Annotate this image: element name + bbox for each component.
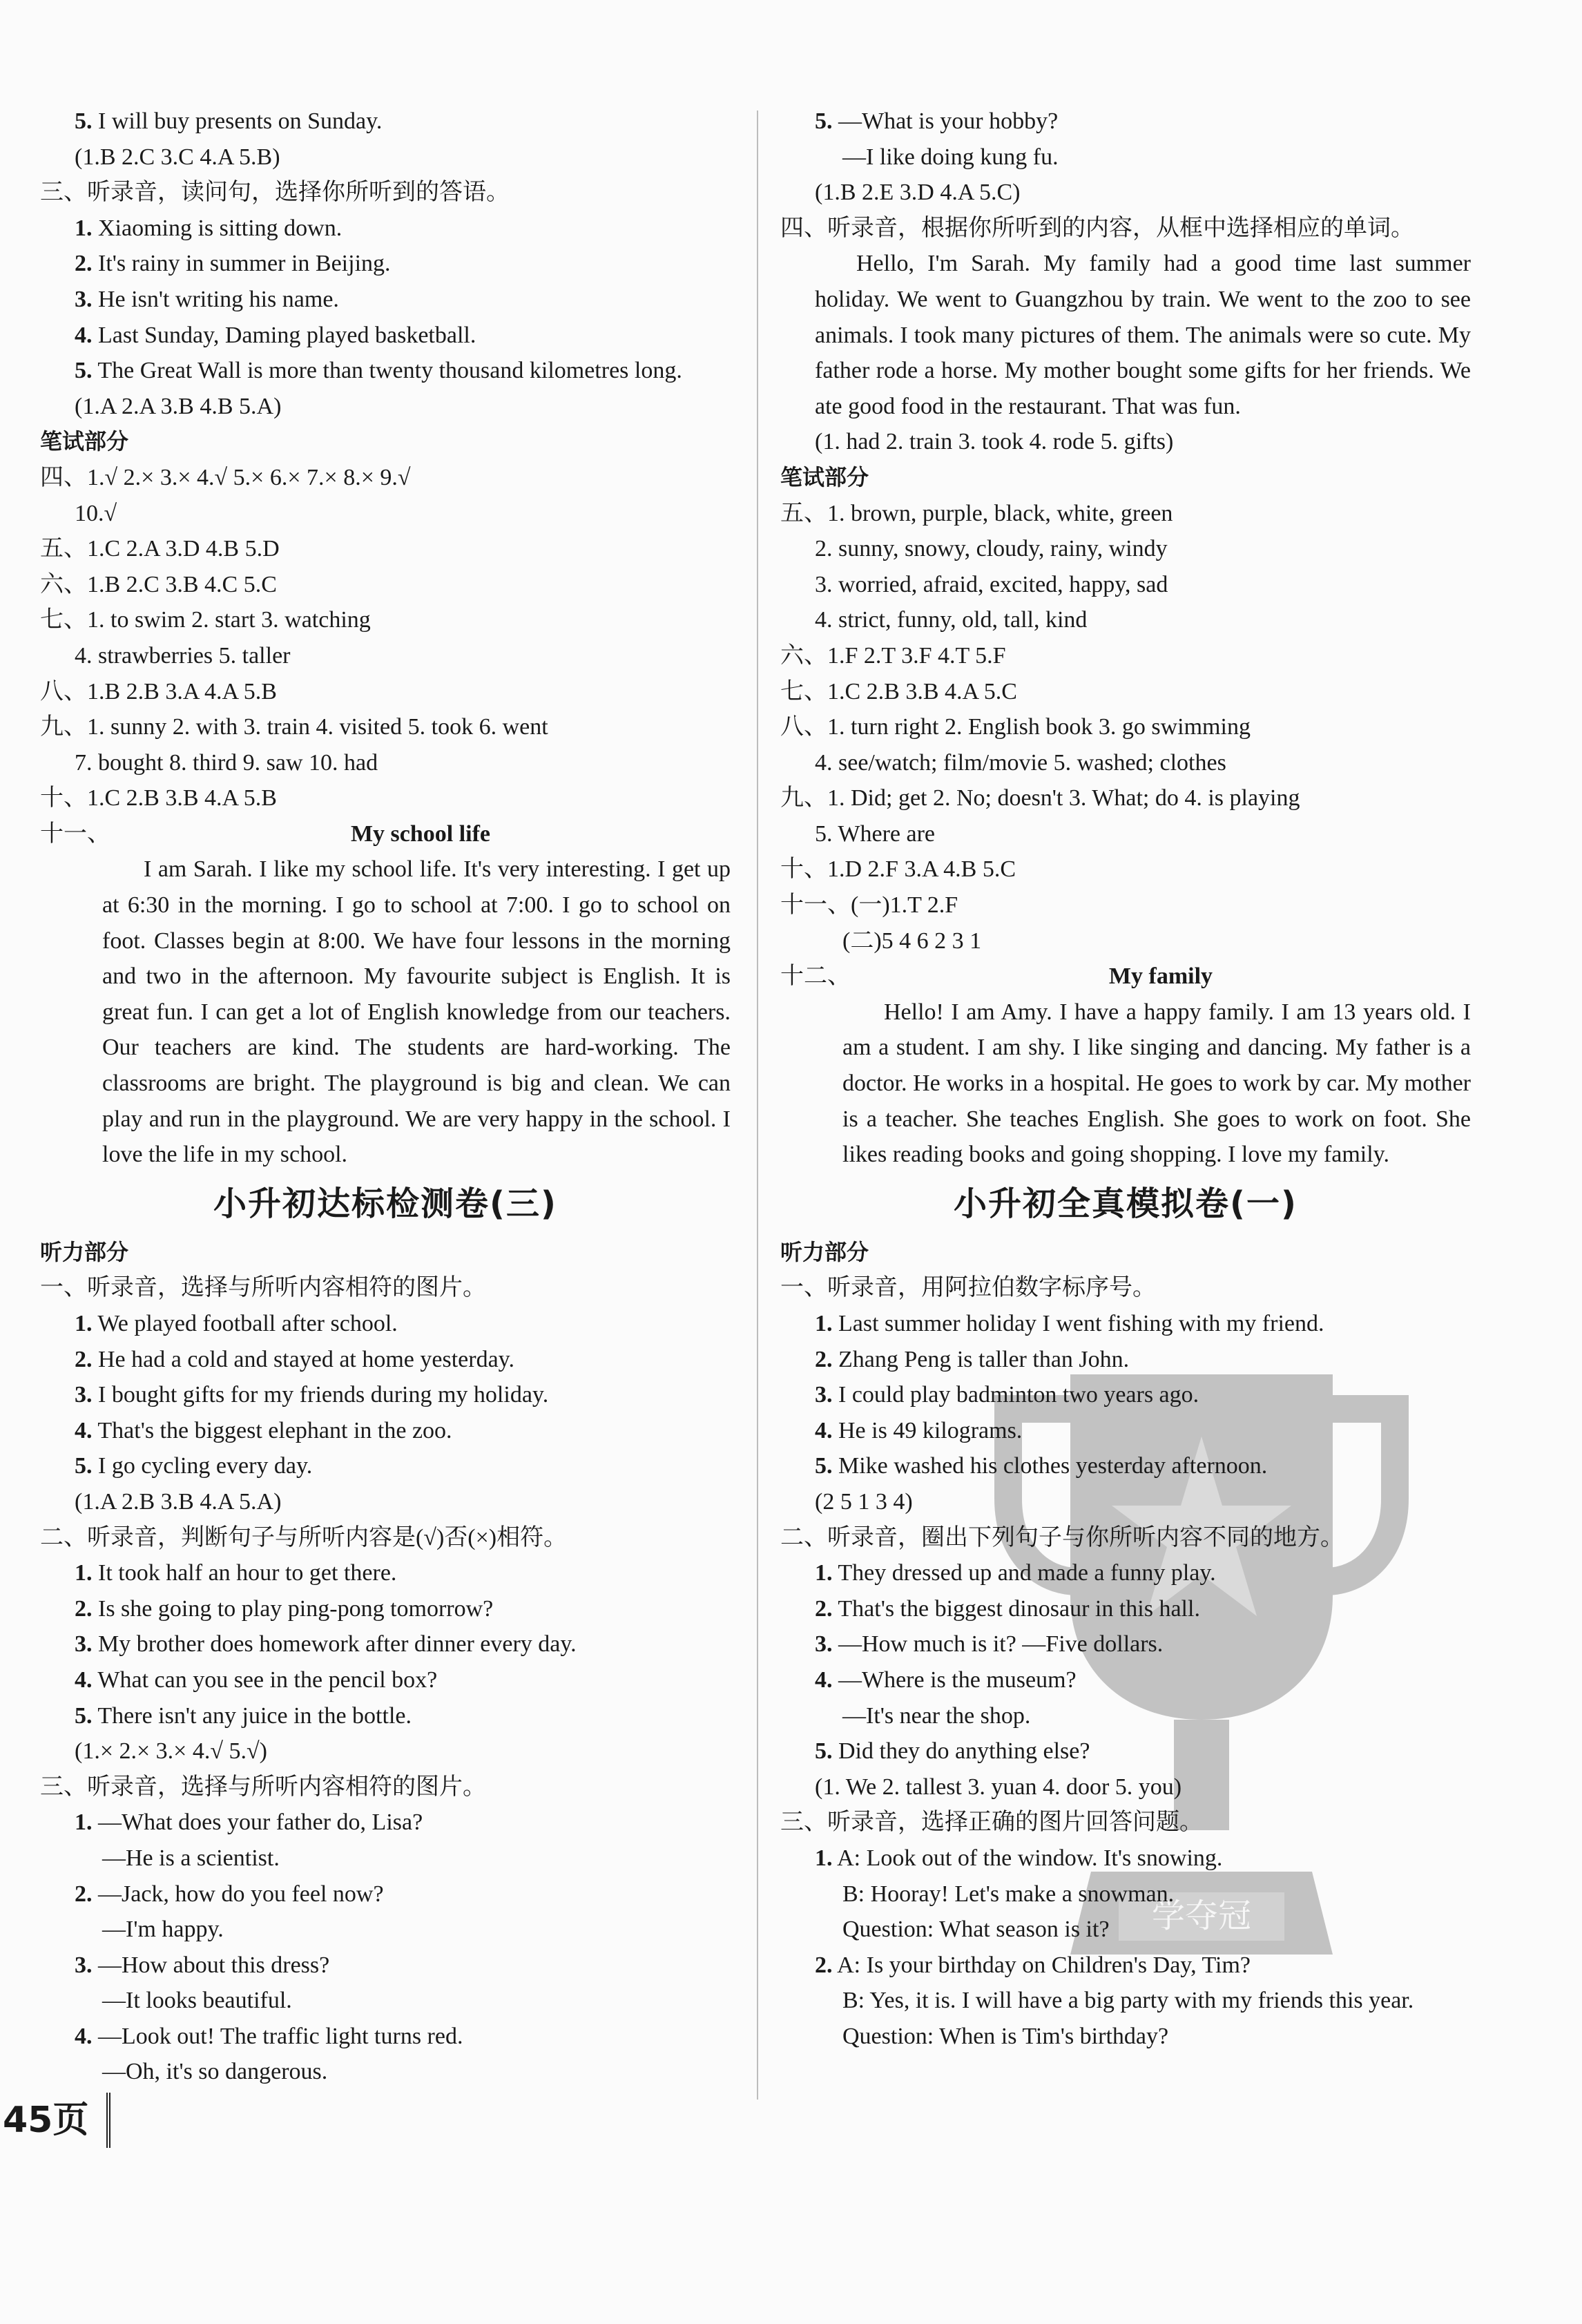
section-title: 四、听录音，根据你所听到的内容，从框中选择相应的单词。 <box>780 215 1414 241</box>
item-number: 3. <box>815 1382 833 1408</box>
answer-key: (1.A 2.B 3.B 4.A 5.A) <box>75 1488 282 1515</box>
item-text: —He is a scientist. <box>102 1845 280 1871</box>
item-number: 1. <box>815 1311 833 1336</box>
section-title: 三、听录音，读问句，选择你所听到的答语。 <box>40 180 510 206</box>
list-item <box>40 1805 731 1841</box>
list-item <box>780 104 1471 140</box>
item-number: 2. <box>75 1346 93 1372</box>
item-text: —I'm happy. <box>102 1917 224 1943</box>
item-text: I bought gifts for my friends during my holiday. <box>92 1382 549 1408</box>
item-number: 2. <box>75 1881 93 1907</box>
item-number: 3. <box>75 1631 93 1658</box>
item-text: A: Is your birthday on Children's Day, Tim? <box>832 1952 1251 1978</box>
item-text: —Look out! The traffic light turns red. <box>92 2023 463 2049</box>
item-number: 3. <box>75 1952 93 1978</box>
exam-title: 小升初达标检测卷(三) <box>213 1184 557 1223</box>
item-number: 5. <box>75 1702 93 1729</box>
section-title: 一、听录音，选择与所听内容相符的图片。 <box>40 1275 486 1301</box>
answer-row: 八、1. turn right 2. English book 3. go swimming <box>780 714 1251 740</box>
list-item <box>40 282 731 318</box>
list-item <box>780 140 1471 175</box>
item-text: B: Yes, it is. I will have a big party with my friends this year. <box>842 1988 1414 2014</box>
item-text: Last Sunday, Daming played basketball. <box>92 322 476 348</box>
item-text: —It looks beautiful. <box>102 1988 292 2014</box>
list-item <box>780 1342 1471 1378</box>
item-number: 4. <box>75 322 93 348</box>
item-text: —It's near the shop. <box>842 1702 1031 1729</box>
section-title: 一、听录音，用阿拉伯数字标序号。 <box>780 1275 1156 1301</box>
list-item <box>40 353 731 389</box>
list-item <box>40 1555 731 1591</box>
right-column <box>780 104 1471 2054</box>
section-title: 三、听录音，选择正确的图片回答问题。 <box>780 1809 1203 1836</box>
list-item <box>40 1591 731 1627</box>
answer-row: 七、1. to swim 2. start 3. watching <box>40 607 371 633</box>
item-number: 1. <box>815 1845 833 1871</box>
list-item <box>780 1734 1471 1769</box>
list-item <box>40 211 731 247</box>
item-text: He isn't writing his name. <box>92 286 339 312</box>
item-text: There isn't any juice in the bottle. <box>92 1702 412 1729</box>
trophy-text: 学夺冠 <box>1151 1896 1252 1935</box>
section-title: 三、听录音，选择与所听内容相符的图片。 <box>40 1774 486 1800</box>
answer-row: 四、1.√ 2.× 3.× 4.√ 5.× 6.× 7.× 8.× 9.√ <box>40 464 411 490</box>
item-text: The Great Wall is more than twenty thousand kilometres long. <box>92 358 682 384</box>
answer-row: 五、1.C 2.A 3.D 4.B 5.D <box>40 536 280 562</box>
item-text: Question: What season is it? <box>842 1917 1110 1943</box>
answer-key: (1.B 2.C 3.C 4.A 5.B) <box>75 144 280 170</box>
item-text: —I like doing kung fu. <box>842 144 1059 170</box>
item-number: 4. <box>75 1667 93 1693</box>
list-item <box>780 1698 1471 1734</box>
item-number: 2. <box>75 251 93 277</box>
list-item <box>40 2054 731 2090</box>
item-text: —What is your hobby? <box>832 108 1059 134</box>
answer-key: (1. had 2. train 3. took 4. rode 5. gifts) <box>815 429 1174 455</box>
item-text: It took half an hour to get there. <box>92 1560 397 1586</box>
item-number: 1. <box>815 1560 833 1586</box>
list-item <box>780 1591 1471 1627</box>
item-text: Xiaoming is sitting down. <box>92 215 343 241</box>
written-part-label: 笔试部分 <box>780 464 869 490</box>
item-text: B: Hooray! Let's make a snowman. <box>842 1881 1175 1907</box>
item-number: 1. <box>75 1560 93 1586</box>
item-number: 5. <box>815 108 833 134</box>
item-text: It's rainy in summer in Beijing. <box>92 251 391 277</box>
answer-row: 7. bought 8. third 9. saw 10. had <box>75 749 378 776</box>
item-text: Question: When is Tim's birthday? <box>842 2023 1169 2049</box>
list-item <box>780 1377 1471 1413</box>
list-item <box>780 1626 1471 1662</box>
item-text: A: Look out of the window. It's snowing. <box>832 1845 1223 1871</box>
item-number: 4. <box>815 1667 833 1693</box>
left-column <box>40 104 731 2090</box>
list-item <box>780 1876 1471 1912</box>
item-text: —Where is the museum? <box>832 1667 1077 1693</box>
answer-row: 4. strawberries 5. taller <box>75 642 291 669</box>
item-text: —How about this dress? <box>92 1952 330 1978</box>
item-text: My brother does homework after dinner every day. <box>92 1631 577 1658</box>
answer-row: 七、1.C 2.B 3.B 4.A 5.C <box>780 678 1017 704</box>
answer-row: 五、1. brown, purple, black, white, green <box>780 500 1173 526</box>
answer-row: 十一、(一)1.T 2.F <box>780 892 958 919</box>
list-item <box>780 1912 1471 1948</box>
answer-key: (1.A 2.A 3.B 4.B 5.A) <box>75 393 282 419</box>
list-item <box>780 1662 1471 1698</box>
list-item <box>780 1841 1471 1876</box>
list-item <box>40 104 731 140</box>
list-item <box>780 1448 1471 1484</box>
item-number: 1. <box>75 215 93 241</box>
answer-row: 3. worried, afraid, excited, happy, sad <box>815 571 1168 597</box>
item-number: 2. <box>815 1952 833 1978</box>
essay-header <box>40 816 731 852</box>
item-text: I could play badminton two years ago. <box>832 1382 1199 1408</box>
item-text: He is 49 kilograms. <box>832 1417 1023 1443</box>
list-item <box>40 1306 731 1342</box>
answer-row: 5. Where are <box>815 820 935 847</box>
list-item <box>40 1876 731 1912</box>
answer-key: (2 5 1 3 4) <box>815 1488 913 1515</box>
item-text: —How much is it? —Five dollars. <box>832 1631 1164 1658</box>
item-text: —Jack, how do you feel now? <box>92 1881 384 1907</box>
column-divider <box>757 111 758 2100</box>
answer-key: (1. We 2. tallest 3. yuan 4. door 5. you) <box>815 1774 1182 1800</box>
section-number: 十二、 <box>780 963 851 990</box>
item-number: 4. <box>75 1417 93 1443</box>
list-item <box>40 1413 731 1449</box>
item-number: 5. <box>75 108 93 134</box>
item-text: We played football after school. <box>92 1311 398 1336</box>
answer-row: 2. sunny, snowy, cloudy, rainy, windy <box>815 536 1168 562</box>
answer-row: (二)5 4 6 2 3 1 <box>842 928 982 954</box>
listening-part-label: 听力部分 <box>780 1239 869 1265</box>
essay-header <box>780 959 1471 995</box>
item-number: 2. <box>75 1595 93 1622</box>
list-item <box>40 1698 731 1734</box>
list-item <box>780 1306 1471 1342</box>
section-number: 十一、 <box>40 820 110 847</box>
listening-passage: Hello, I'm Sarah. My family had a good time last summer holiday. We went to Guangzhou by train. We went to the zoo to see animals. I took many pictures of them. The animals were so cute. My father rode a horse. My mother bought some gifts for her friends. We ate good food in the restaurant. That was fun. <box>815 251 1471 419</box>
item-text: —Oh, it's so dangerous. <box>102 2059 328 2085</box>
item-number: 2. <box>815 1346 833 1372</box>
exam-title: 小升初全真模拟卷(一) <box>954 1184 1298 1223</box>
listening-part-label: 听力部分 <box>40 1239 129 1265</box>
item-number: 2. <box>815 1595 833 1622</box>
list-item <box>40 318 731 354</box>
essay-title: My family <box>1108 963 1213 990</box>
list-item <box>780 1413 1471 1449</box>
essay-title: My school life <box>350 820 491 847</box>
list-item <box>40 1912 731 1948</box>
list-item <box>40 1662 731 1698</box>
item-number: 3. <box>75 286 93 312</box>
answer-row: 九、1. Did; get 2. No; doesn't 3. What; do 4. is playing <box>780 785 1300 812</box>
item-text: He had a cold and stayed at home yesterday. <box>92 1346 514 1372</box>
written-part-label: 笔试部分 <box>40 429 129 454</box>
item-number: 1. <box>75 1311 93 1336</box>
essay-body: Hello! I am Amy. I have a happy family. I am 13 years old. I am a student. I am shy. I like singing and dancing. My father is a doctor. He works in a hospital. He goes to work by car. My mother is a teacher. She teaches English. She goes to work on foot. She likes reading books and going shopping. I love my family. <box>842 999 1471 1168</box>
list-item <box>40 2019 731 2055</box>
section-title: 二、听录音，判断句子与所听内容是(√)否(×)相符。 <box>40 1524 568 1550</box>
item-text: That's the biggest dinosaur in this hall. <box>832 1595 1200 1622</box>
item-number: 3. <box>75 1382 93 1408</box>
item-text: Is she going to play ping-pong tomorrow? <box>92 1595 494 1622</box>
list-item <box>40 1841 731 1876</box>
item-number: 5. <box>815 1453 833 1479</box>
answer-row: 十、1.D 2.F 3.A 4.B 5.C <box>780 856 1016 883</box>
item-text: They dressed up and made a funny play. <box>832 1560 1216 1586</box>
list-item <box>40 1448 731 1484</box>
list-item <box>40 1948 731 1984</box>
item-text: Zhang Peng is taller than John. <box>832 1346 1130 1372</box>
item-text: I will buy presents on Sunday. <box>92 108 383 134</box>
answer-row: 六、1.B 2.C 3.B 4.C 5.C <box>40 571 277 597</box>
list-item <box>40 246 731 282</box>
answer-row: 10.√ <box>75 500 117 526</box>
item-text: Did they do anything else? <box>832 1738 1090 1765</box>
answer-row: 九、1. sunny 2. with 3. train 4. visited 5. took 6. went <box>40 714 548 740</box>
item-number: 4. <box>815 1417 833 1443</box>
item-text: I go cycling every day. <box>92 1453 313 1479</box>
page-number: 45页 <box>0 2093 110 2148</box>
item-text: Mike washed his clothes yesterday afternoon. <box>832 1453 1268 1479</box>
item-number: 3. <box>815 1631 833 1658</box>
item-number: 1. <box>75 1809 93 1836</box>
list-item <box>780 2019 1471 2055</box>
item-text: What can you see in the pencil box? <box>92 1667 438 1693</box>
essay-body: I am Sarah. I like my school life. It's very interesting. I get up at 6:30 in the morning. I go to school at 7:00. I go to school on foot. Classes begin at 8:00. We have four lessons in the morning and two in the afternoon. My favourite subject is English. It is great fun. I can get a lot of English knowledge from our teachers. Our teachers are kind. The students are hard-working. The classrooms are bright. The playground is big and clean. We can play and run in the playground. We are very happy in the school. I love the life in my school. <box>102 856 731 1168</box>
item-number: 5. <box>75 358 93 384</box>
item-text: —What does your father do, Lisa? <box>92 1809 423 1836</box>
answer-key: (1.× 2.× 3.× 4.√ 5.√) <box>75 1738 267 1765</box>
answer-row: 十、1.C 2.B 3.B 4.A 5.B <box>40 785 277 812</box>
list-item <box>780 1948 1471 1984</box>
answer-row: 八、1.B 2.B 3.A 4.A 5.B <box>40 678 277 704</box>
answer-row: 4. strict, funny, old, tall, kind <box>815 607 1088 633</box>
answer-key: (1.B 2.E 3.D 4.A 5.C) <box>815 180 1021 206</box>
item-number: 5. <box>815 1738 833 1765</box>
answer-row: 六、1.F 2.T 3.F 4.T 5.F <box>780 642 1006 669</box>
item-text: That's the biggest elephant in the zoo. <box>92 1417 452 1443</box>
item-number: 5. <box>75 1453 93 1479</box>
list-item <box>780 1983 1471 2019</box>
section-title: 二、听录音，圈出下列句子与你所听内容不同的地方。 <box>780 1524 1344 1550</box>
item-number: 4. <box>75 2023 93 2049</box>
list-item <box>40 1983 731 2019</box>
list-item <box>780 1555 1471 1591</box>
list-item <box>40 1377 731 1413</box>
list-item <box>40 1342 731 1378</box>
list-item <box>40 1626 731 1662</box>
item-text: Last summer holiday I went fishing with my friend. <box>832 1311 1324 1336</box>
answer-row: 4. see/watch; film/movie 5. washed; clothes <box>815 749 1226 776</box>
